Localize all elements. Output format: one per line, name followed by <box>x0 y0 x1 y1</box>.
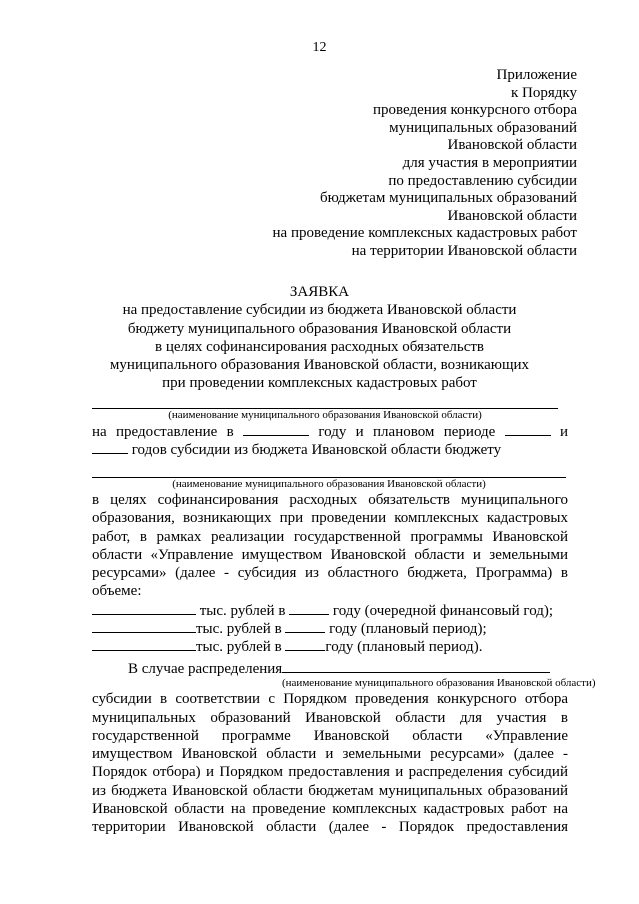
amount-row <box>92 637 568 655</box>
amount-year-label: году (очередной финансовый год); <box>332 602 554 619</box>
para2-line: имуществом Ивановской области и земельными ресурсами» (далее - <box>92 746 568 763</box>
amount-year-field-2[interactable] <box>285 619 325 633</box>
caption-mo-3: (наименование муниципального образования Ивановской области) <box>282 677 596 690</box>
year-field-1[interactable] <box>243 422 309 436</box>
amount-year-field-3[interactable] <box>285 637 325 651</box>
para-line: образования, возникающих при проведении комплексных кадастровых <box>92 510 568 527</box>
para-line: в целях софинансирования расходных обязательств муниципального <box>92 492 568 508</box>
amount-year-label: году (плановый период). <box>325 639 483 656</box>
title-line: муниципального образования Ивановской области, возникающих <box>109 357 530 374</box>
amount-row <box>92 619 568 637</box>
para2-line: государственной программе Ивановской области «Управление <box>92 727 568 744</box>
amount-label: тыс. рублей в <box>196 639 282 656</box>
para-line: объеме: <box>92 583 142 600</box>
distribution-line <box>92 659 568 677</box>
amount-label: тыс. рублей в <box>199 602 286 619</box>
appendix-line: на проведение комплексных кадастровых работ <box>272 225 577 242</box>
para-line: работ, в рамках реализации государственной программы Ивановской <box>92 528 568 545</box>
para2-line: Ивановской области на проведение комплексных кадастровых работ на <box>92 801 568 818</box>
form-block-1 <box>92 396 568 459</box>
appendix-line: Приложение <box>496 67 577 83</box>
mo-name-line-3[interactable] <box>282 659 550 673</box>
para2-line: субсидии в соответствии с Порядком проведения конкурсного отбора <box>92 691 568 708</box>
mo-name-line-1[interactable] <box>92 396 558 409</box>
year-field-2[interactable] <box>505 422 551 436</box>
document-title <box>0 283 639 393</box>
caption-mo-2: (наименование муниципального образования Ивановской области) <box>172 478 486 490</box>
request-line-1 <box>92 422 568 440</box>
appendix-block <box>273 67 577 261</box>
appendix-line: на территории Ивановской области <box>351 242 577 259</box>
title-line: на предоставление субсидии из бюджета Ивановской области <box>122 302 517 319</box>
caption-mo-1: (наименование муниципального образования Ивановской области) <box>168 409 482 421</box>
appendix-line: бюджетам муниципальных образований <box>319 190 577 207</box>
para2-line: из бюджета Ивановской области бюджетам муниципальных образований <box>92 782 568 799</box>
mo-name-line-2[interactable] <box>92 468 566 478</box>
amount-row <box>92 601 568 619</box>
appendix-line: для участия в мероприятии <box>402 154 577 171</box>
para-line: ресурсами» (далее - субсидия из областного бюджета, Программа) в <box>92 565 568 582</box>
distribution-label: В случае распределения <box>128 661 283 677</box>
para2-line: территории Ивановской области (далее - Порядок предоставления <box>92 819 568 836</box>
request-line-2 <box>92 440 568 458</box>
title-line: бюджету муниципального образования Ивановской области <box>127 320 512 337</box>
year-field-3[interactable] <box>92 440 128 454</box>
appendix-line: муниципальных образований <box>389 119 577 136</box>
page-number: 12 <box>312 40 327 55</box>
appendix-line: по предоставлению субсидии <box>388 172 577 189</box>
amount-year-label: году (плановый период); <box>329 621 487 638</box>
line2-text: годов субсидии из бюджета Ивановской области бюджету <box>131 442 502 459</box>
amount-field-2[interactable] <box>92 619 196 633</box>
form-block-3 <box>92 659 596 837</box>
line1-text-c: и <box>559 424 569 440</box>
appendix-line: Ивановской области <box>447 207 577 224</box>
line1-text-a: на предоставление в <box>92 424 234 440</box>
title-line: в целях софинансирования расходных обязательств <box>155 338 484 355</box>
para2-line: муниципальных образований Ивановской области для участия в <box>92 709 568 726</box>
amount-year-field-1[interactable] <box>289 601 329 615</box>
amount-field-3[interactable] <box>92 637 196 651</box>
form-block-2 <box>92 468 568 656</box>
line1-text-b: году и плановом периоде <box>318 424 496 440</box>
appendix-line: проведения конкурсного отбора <box>373 102 577 119</box>
amount-label: тыс. рублей в <box>196 621 282 638</box>
appendix-line: к Порядку <box>511 84 577 101</box>
title-heading: ЗАЯВКА <box>289 284 350 300</box>
amount-field-1[interactable] <box>92 601 196 615</box>
para2-line: Порядок отбора) и Порядком предоставления и распределения субсидий <box>92 764 568 781</box>
para-line: области «Управление имуществом Ивановской области и земельными <box>92 546 568 563</box>
title-line: при проведении комплексных кадастровых работ <box>162 375 477 392</box>
appendix-line: Ивановской области <box>447 137 577 154</box>
